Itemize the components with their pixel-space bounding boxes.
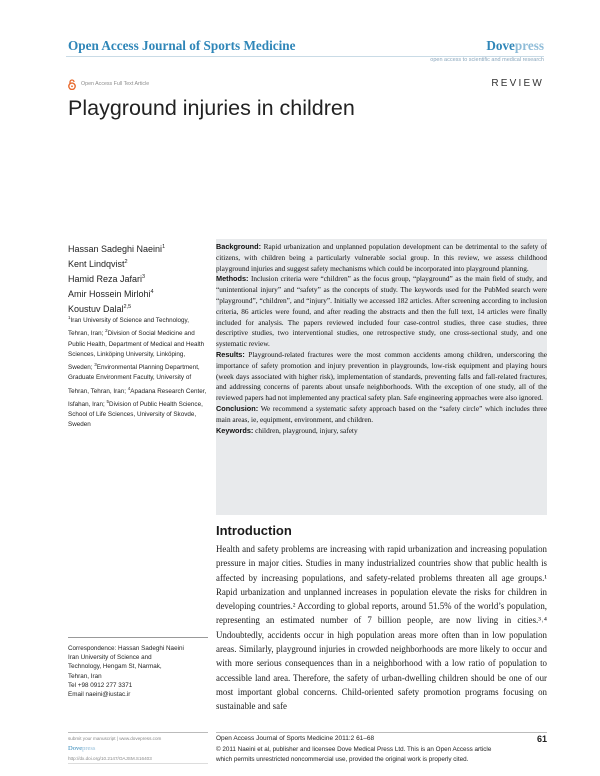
affiliation-text: Division of Public Health Science, School of Life Sciences, University of Skovde, Sweden (68, 400, 203, 429)
author-affiliation-marker: 3 (142, 274, 146, 280)
correspondence-line: Tehran, Iran (68, 672, 102, 680)
author-list (68, 241, 208, 316)
copyright-line-1: © 2011 Naeini et al, publisher and licensee Dove Medical Press Ltd. This is an Open Access article (216, 746, 492, 753)
abstract-section (216, 404, 547, 426)
footer-rule-left (68, 732, 208, 733)
author-affiliation-marker: 1 (162, 244, 166, 250)
affiliation-text: Division of Social Medicine and Public Health, Department of Medical and Health Sciences, Linköping University, Linköping, Sweden; (68, 330, 205, 372)
correspondence-line: Email naeini@iustac.ir (68, 691, 131, 699)
abstract-body: We recommend a systematic safety approach based on the “safety circle” which includes three main areas, ie, equipment, environment, and children. (216, 403, 547, 424)
article-type-label: REVIEW (491, 78, 544, 89)
open-access-lock-icon (67, 79, 77, 90)
copyright-line-2: which permits unrestricted noncommercial use, provided the original work is properly cited. (216, 755, 469, 763)
abstract-body: Inclusion criteria were “children” as the focus group, “playground” as the main field of study, and “unintentional injury” and “safety” as the concepts of study. The keywords used for the PubMed search were “playground”, “children”, and “injury”. Initially we accessed 182 articles. After screening according to inclusion criteria, 86 articles were found, and after reading the abstracts and then the full text, 14 articles were finally included for analysis. The papers reviewed included four case-control studies, three case studies, three descriptive studies, two interventional studies, one retrospective study, one cross-sectional study, and one systematic review. (216, 274, 547, 349)
open-access-label: Open Access Full Text Article (81, 81, 150, 87)
author-name: Kent Lindqvist (68, 259, 125, 269)
footer-dove-suffix: press (82, 745, 96, 752)
publisher-tagline: open access to scientific and medical research (430, 57, 544, 63)
author (68, 241, 208, 256)
submit-manuscript-link[interactable]: submit your manuscript | www.dovepress.com (68, 736, 162, 741)
introduction-paragraph: Health and safety problems are increasing with rapid urbanization and increasing population pressure in major cities. Studies in many industrialized countries show that public health is affected by increasing populations, and safety-related problems threaten all age groups.¹ Rapid urbanization and unplanned increases in population elevate the risks for children in developing countries.² According to global reports, around 51.5% of the world’s population, representing an estimated number of 7 billion people, are now living in cities.³˒⁴ Undoubtedly, accidents occur in high population areas more often than in low population areas. Similarly, playground injuries in crowded neighborhoods are more likely to occur and with more serious consequences than in a neighborhood with a low ratio of population to accessible land area. Therefore, the safety of urban-dwelling children should be one of our most important global concerns. Child-oriented safety promotion programs focusing on sustainable and safe (216, 544, 547, 712)
affiliation-marker: 1 (68, 315, 71, 320)
abstract-section (216, 274, 547, 350)
abstract-text (216, 242, 547, 436)
correspondence-line: Correspondence: Hassan Sadeghi Naeini (68, 645, 184, 652)
section-heading-introduction: Introduction (216, 523, 292, 538)
introduction-body (216, 542, 547, 714)
author-affiliation-marker: 4 (150, 289, 154, 295)
affiliation-marker: 2 (105, 328, 108, 334)
publisher-name-suffix: press (514, 38, 544, 53)
abstract-section (216, 350, 547, 404)
author-name: Hamid Reza Jafari (68, 274, 143, 284)
affiliation-marker: 5 (106, 398, 110, 404)
affiliation-marker: 4 (127, 385, 131, 391)
footer-dovepress-logo (68, 745, 95, 752)
affiliation-text: Environmental Planning Department, Graduate Environment Faculty, University of Tehran, Tehran, Iran; (68, 364, 200, 395)
footer-journal-citation: Open Access Journal of Sports Medicine 2011:2 61–68 (216, 735, 375, 742)
correspondence (68, 644, 208, 699)
correspondence-line: Tel +98 0912 277 3371 (68, 681, 133, 689)
author (68, 271, 208, 286)
abstract-label: Conclusion: (216, 403, 259, 413)
correspondence-rule (68, 637, 208, 638)
abstract-label: Methods: (216, 274, 249, 284)
page-number: 61 (536, 734, 547, 744)
footer-dove-name: Dove (68, 745, 83, 752)
correspondence-line: Technology, Hengam St, Narmak, (68, 663, 162, 671)
doi-link[interactable]: http://dx.doi.org/10.2147/OAJSM.S16403 (68, 756, 152, 761)
abstract-section (216, 426, 547, 437)
footer-copyright (216, 745, 551, 764)
abstract-body: children, playground, injury, safety (253, 425, 358, 435)
author-name: Koustuv Dalal (68, 304, 124, 314)
abstract-label: Keywords: (216, 425, 254, 435)
abstract-label: Background: (216, 242, 261, 251)
author-name: Hassan Sadeghi Naeini (68, 244, 163, 254)
affiliation-text: Apadana Research Center, Isfahan, Iran; (68, 387, 207, 408)
author-affiliation-marker: 2 (124, 259, 128, 265)
affiliation-text: Iran University of Science and Technology, Tehran, Iran; (68, 317, 189, 338)
journal-title: Open Access Journal of Sports Medicine (68, 38, 296, 53)
affiliation-marker: 3 (94, 362, 97, 367)
publisher-logo (486, 38, 544, 54)
author (68, 256, 208, 271)
footer-rule-right (216, 732, 547, 733)
abstract-section (216, 242, 547, 274)
author-affiliation-marker: 2,5 (123, 304, 132, 310)
author-name: Amir Hossein Mirlohi (68, 289, 151, 299)
abstract-body: Rapid urbanization and unplanned population development can be detrimental to the safety of citizens, with children being a particularly vulnerable social group. In this review, we assess childhood playground injuries and suggest safety mechanisms which could be incorporated into playground planning. (216, 242, 547, 273)
abstract-label: Results: (216, 349, 245, 359)
affiliations (68, 313, 208, 431)
publisher-name: Dove (486, 38, 515, 53)
correspondence-line: Iran University of Science and (68, 654, 152, 662)
abstract-body: Playground-related fractures were the most common accidents among children, underscoring the importance of safety promotion and injury prevention in playgrounds, low-risk equipment and playing hours (week days associated with higher risk), implementation of standards, preventing falls and fall-related fractures, and addressing concerns of parents about unsafe neighborhoods. With the exception of one study, all of the reviewed papers had not implemented any practical safety plan. Safe engineering approaches were also ignored. (216, 349, 547, 403)
doi-rule (68, 763, 208, 764)
author (68, 286, 208, 301)
article-title: Playground injuries in children (68, 96, 355, 120)
header-rule (66, 56, 544, 57)
